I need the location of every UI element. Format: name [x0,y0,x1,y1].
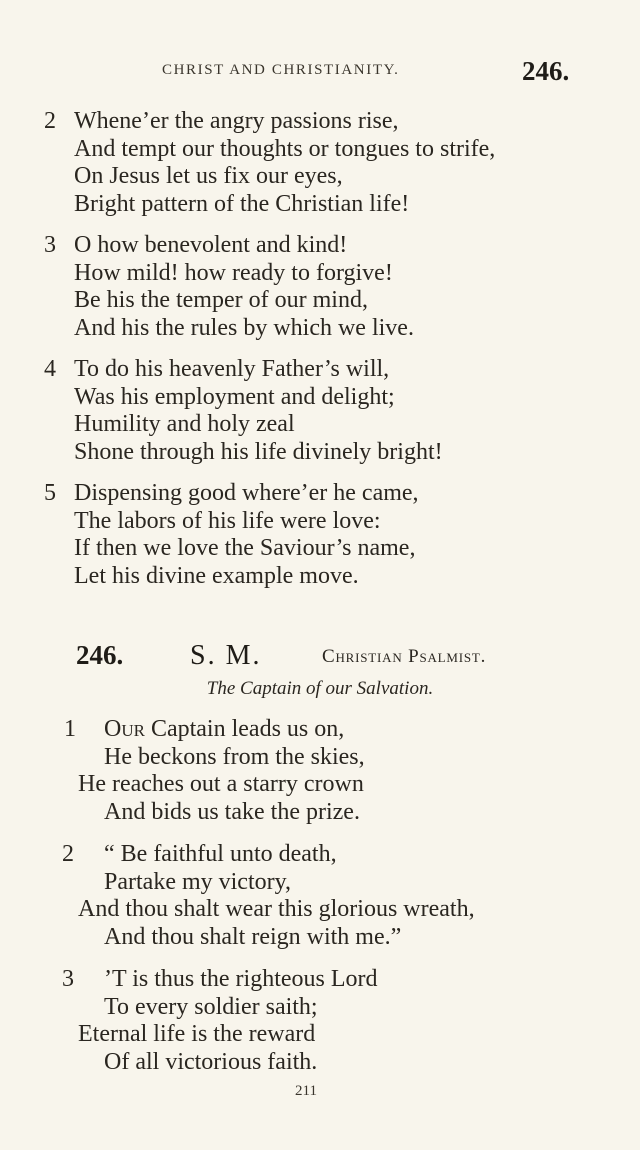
running-hymn-number: 246. [522,56,570,86]
verse-line: O how benevolent and kind! [74,232,348,258]
verse-line: Was his employment and delight; [74,384,395,410]
verse-line: He beckons from the skies, [104,744,365,770]
running-head [0,58,640,88]
running-title: CHRIST AND CHRISTIANITY. [162,62,400,78]
page-number: 211 [295,1083,317,1099]
verse-number: 1 [64,716,76,742]
verse-line: And tempt our thoughts or tongues to strife, [74,136,496,162]
verse-line: Partake my victory, [104,869,292,895]
verse-number: 3 [62,966,74,992]
verse-number: 4 [44,356,56,382]
verse-line: The labors of his life were love: [74,508,381,534]
hymn-author: Christian Psalmist. [322,646,487,667]
verse-line: To every soldier saith; [104,994,318,1020]
verse-line: “ Be faithful unto death, [104,841,337,867]
verse-line: Be his the temper of our mind, [74,287,368,313]
verse-line: ’T is thus the righteous Lord [104,966,378,992]
verse-line: Whene’er the angry passions rise, [74,108,399,134]
hymn-heading [0,640,640,674]
verse-line: And bids us take the prize. [104,799,360,825]
verse-line: He reaches out a starry crown [78,771,364,797]
verse-line: And his the rules by which we live. [74,315,414,341]
verse-line-first [104,716,344,743]
hymn-meter: S. M. [190,640,262,671]
verse-line: How mild! how ready to forgive! [74,260,393,286]
verse-line: On Jesus let us fix our eyes, [74,163,343,189]
verse-line: Let his divine example move. [74,563,359,589]
verse-number: 5 [44,480,56,506]
verse-line: Bright pattern of the Christian life! [74,191,410,217]
verse-line: Eternal life is the reward [78,1021,316,1047]
verse-line: Shone through his life divinely bright! [74,439,443,465]
verse-number: 2 [62,841,74,867]
verse-line: To do his heavenly Father’s will, [74,356,390,382]
verse-line: And thou shalt reign with me.” [104,924,402,950]
first-line-rest: Captain leads us on, [144,716,345,742]
verse-line: Dispensing good where’er he came, [74,480,419,506]
verse-number: 2 [44,108,56,134]
first-word: Our [104,716,145,742]
verse-line: Of all victorious faith. [104,1049,318,1075]
verse-line: If then we love the Saviour’s name, [74,535,416,561]
verse-line: And thou shalt wear this glorious wreath, [78,896,475,922]
hymn-number: 246. [76,640,124,670]
verse-number: 3 [44,232,56,258]
verse-line: Humility and holy zeal [74,411,295,437]
hymn-subtitle: The Captain of our Salvation. [206,678,434,699]
